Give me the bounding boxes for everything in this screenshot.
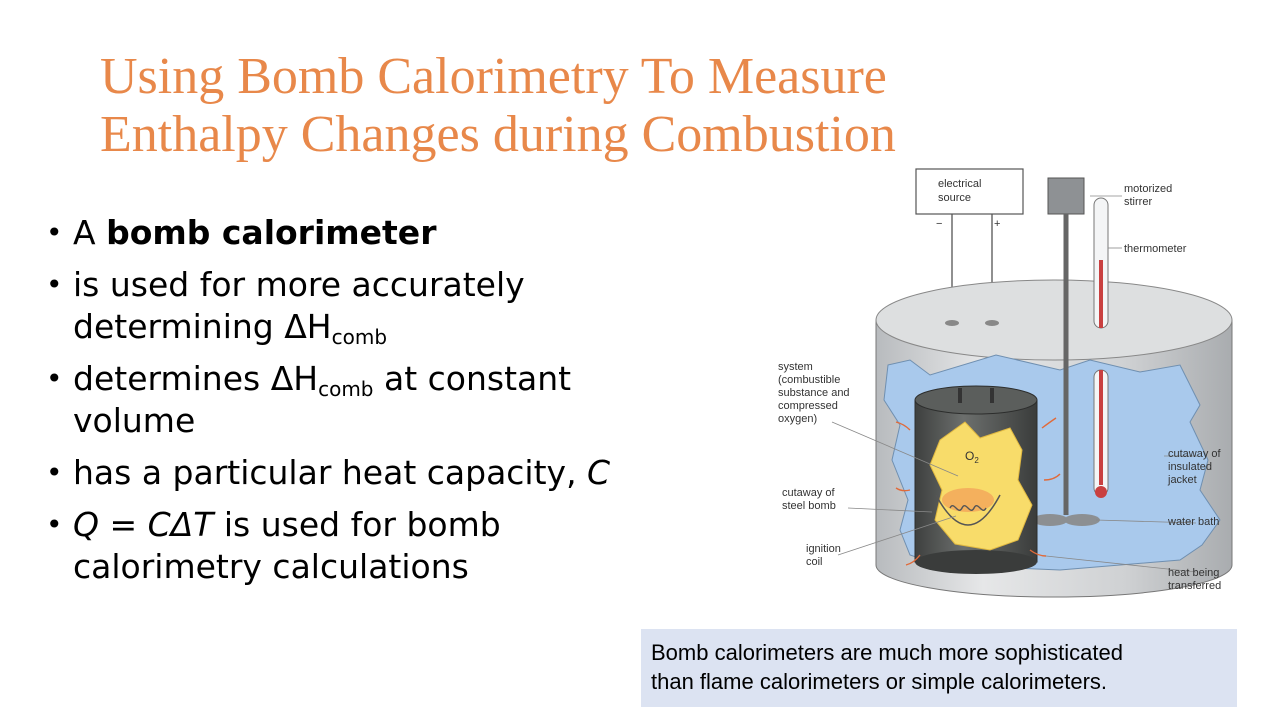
oxygen-region [930,422,1032,550]
bullet-item [46,212,646,254]
label-electrical-source: source [938,192,972,204]
stirrer-blade [1064,514,1100,526]
label-steel-bomb: steel bomb [782,500,836,512]
bullet-item [46,358,646,442]
label-heat-transferred: transferred [1168,580,1222,592]
label-ignition-coil: ignition [806,543,841,555]
bullet-bold-term: bomb calorimeter [106,213,437,252]
equation: Q = CΔT [73,505,214,544]
steel-bomb-bottom [915,550,1037,574]
subscript: comb [318,377,374,401]
o2-label: $O_2$ [965,449,979,465]
terminal [985,320,999,326]
label-motorized-stirrer: stirrer [1124,196,1153,208]
slide-title [100,48,1100,164]
label-insulated-jacket: jacket [1168,474,1197,486]
bullet-text: has a particular heat capacity, [73,453,588,492]
thermometer-bulb [1095,486,1107,498]
bomb-calorimeter-diagram [760,160,1260,600]
italic-symbol: C [587,453,611,492]
label-thermometer: thermometer [1124,243,1187,255]
title-line-1: Using Bomb Calorimetry To Measure [100,48,887,105]
label-system: compressed [778,400,838,412]
label-water-bath: water bath [1168,516,1220,528]
bullet-text: A [73,213,107,252]
bullet-text: determines ΔH [73,359,319,398]
bullet-text: is used for more accurately determining ΔH [73,265,525,346]
bullet-item [46,452,646,494]
stirrer-motor [1048,178,1084,214]
label-ignition-coil: coil [806,556,823,568]
jacket-lid [876,280,1232,360]
bullet-list [46,212,646,598]
steel-bomb-top [915,386,1037,414]
label-insulated-jacket: insulated [1168,461,1213,473]
bullet-item [46,504,646,588]
thermometer-column [1099,370,1103,485]
label-heat-transferred: heat being [1168,567,1220,579]
plus-sign: + [994,218,1001,230]
minus-sign: − [936,218,943,230]
caption-line-2: than flame calorimeters or simple calorimeters. [651,669,1108,694]
bullet-text: is used for bomb calorimetry calculations [73,505,501,586]
title-line-2: Enthalpy Changes during Combustion [100,106,896,163]
label-system: (combustible [778,374,841,386]
label-steel-bomb: cutaway of [782,487,835,499]
label-system: substance and [778,387,850,399]
label-system: oxygen) [778,413,818,425]
subscript: comb [331,325,388,349]
terminal [945,320,959,326]
label-insulated-jacket: cutaway of [1168,448,1221,460]
label-motorized-stirrer: motorized [1124,183,1173,195]
caption-box [641,629,1237,707]
bullet-item [46,264,646,348]
label-electrical-source: electrical [938,178,982,190]
caption-line-1: Bomb calorimeters are much more sophisticated [651,640,1123,665]
thermometer-column [1099,260,1103,328]
bullet-text: at constant volume [73,359,572,440]
label-system: system [778,361,813,373]
